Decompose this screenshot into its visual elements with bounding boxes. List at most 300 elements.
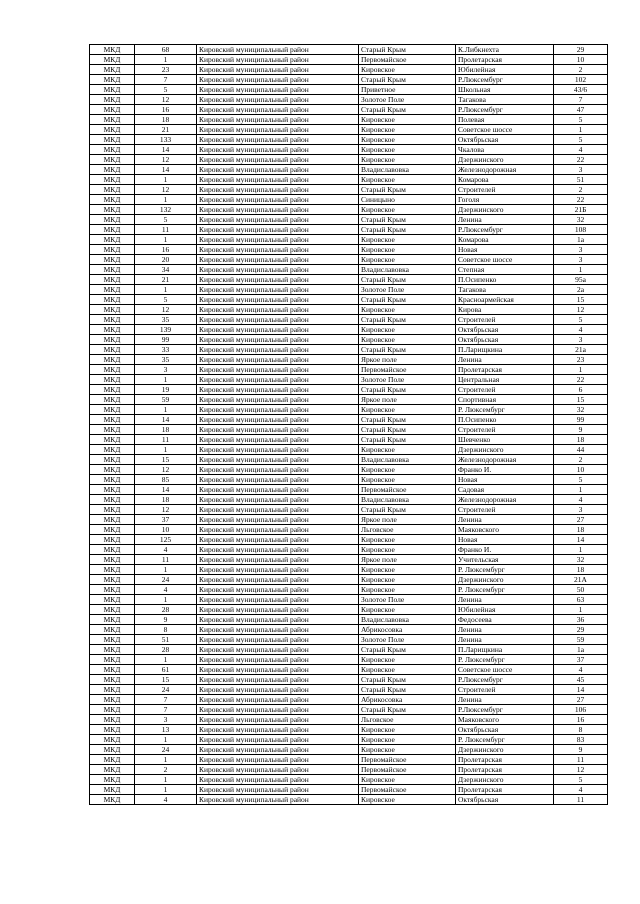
number-cell: 11 <box>135 225 197 235</box>
street-cell: Р. Люксембург <box>456 735 554 745</box>
house-cell: 1 <box>554 545 608 555</box>
district-cell: Кировский муниципальный район <box>197 505 359 515</box>
house-cell: 22 <box>554 195 608 205</box>
table-row <box>90 435 608 445</box>
address-table-body <box>90 45 608 805</box>
number-cell: 12 <box>135 305 197 315</box>
settlement-cell: Первомайское <box>359 785 456 795</box>
number-cell: 4 <box>135 585 197 595</box>
house-cell: 15 <box>554 295 608 305</box>
house-cell: 1 <box>554 605 608 615</box>
number-cell: 14 <box>135 485 197 495</box>
type-cell: МКД <box>90 175 135 185</box>
district-cell: Кировский муниципальный район <box>197 285 359 295</box>
type-cell: МКД <box>90 215 135 225</box>
type-cell: МКД <box>90 615 135 625</box>
type-cell: МКД <box>90 435 135 445</box>
table-row <box>90 615 608 625</box>
district-cell: Кировский муниципальный район <box>197 155 359 165</box>
settlement-cell: Льговское <box>359 715 456 725</box>
settlement-cell: Яркое поле <box>359 555 456 565</box>
settlement-cell: Льговское <box>359 525 456 535</box>
settlement-cell: Старый Крым <box>359 425 456 435</box>
number-cell: 7 <box>135 75 197 85</box>
street-cell: Ленина <box>456 635 554 645</box>
district-cell: Кировский муниципальный район <box>197 555 359 565</box>
number-cell: 3 <box>135 715 197 725</box>
house-cell: 5 <box>554 115 608 125</box>
number-cell: 16 <box>135 105 197 115</box>
district-cell: Кировский муниципальный район <box>197 95 359 105</box>
settlement-cell: Яркое поле <box>359 395 456 405</box>
table-row <box>90 585 608 595</box>
street-cell: Новая <box>456 535 554 545</box>
street-cell: Строителей <box>456 505 554 515</box>
house-cell: 21Б <box>554 205 608 215</box>
type-cell: МКД <box>90 365 135 375</box>
district-cell: Кировский муниципальный район <box>197 765 359 775</box>
house-cell: 102 <box>554 75 608 85</box>
table-row <box>90 165 608 175</box>
table-row <box>90 745 608 755</box>
number-cell: 12 <box>135 155 197 165</box>
type-cell: МКД <box>90 495 135 505</box>
number-cell: 24 <box>135 575 197 585</box>
district-cell: Кировский муниципальный район <box>197 495 359 505</box>
settlement-cell: Старый Крым <box>359 295 456 305</box>
street-cell: Октябрьская <box>456 135 554 145</box>
table-row <box>90 565 608 575</box>
settlement-cell: Кировское <box>359 235 456 245</box>
table-row <box>90 425 608 435</box>
house-cell: 21а <box>554 345 608 355</box>
street-cell: Новая <box>456 475 554 485</box>
house-cell: 14 <box>554 685 608 695</box>
type-cell: МКД <box>90 455 135 465</box>
type-cell: МКД <box>90 335 135 345</box>
district-cell: Кировский муниципальный район <box>197 405 359 415</box>
settlement-cell: Кировское <box>359 115 456 125</box>
number-cell: 5 <box>135 85 197 95</box>
house-cell: 2 <box>554 185 608 195</box>
street-cell: Октябрьская <box>456 325 554 335</box>
district-cell: Кировский муниципальный район <box>197 665 359 675</box>
district-cell: Кировский муниципальный район <box>197 205 359 215</box>
settlement-cell: Старый Крым <box>359 645 456 655</box>
settlement-cell: Старый Крым <box>359 105 456 115</box>
type-cell: МКД <box>90 795 135 805</box>
settlement-cell: Кировское <box>359 135 456 145</box>
house-cell: 8 <box>554 725 608 735</box>
number-cell: 13 <box>135 725 197 735</box>
type-cell: МКД <box>90 145 135 155</box>
district-cell: Кировский муниципальный район <box>197 755 359 765</box>
settlement-cell: Золотое Поле <box>359 595 456 605</box>
settlement-cell: Кировское <box>359 575 456 585</box>
type-cell: МКД <box>90 285 135 295</box>
type-cell: МКД <box>90 655 135 665</box>
house-cell: 37 <box>554 655 608 665</box>
number-cell: 16 <box>135 245 197 255</box>
house-cell: 1а <box>554 645 608 655</box>
street-cell: Р.Люксембург <box>456 75 554 85</box>
settlement-cell: Приветное <box>359 85 456 95</box>
type-cell: МКД <box>90 465 135 475</box>
house-cell: 3 <box>554 255 608 265</box>
settlement-cell: Первомайское <box>359 55 456 65</box>
table-row <box>90 195 608 205</box>
number-cell: 132 <box>135 205 197 215</box>
number-cell: 37 <box>135 515 197 525</box>
type-cell: МКД <box>90 155 135 165</box>
type-cell: МКД <box>90 715 135 725</box>
settlement-cell: Кировское <box>359 605 456 615</box>
district-cell: Кировский муниципальный район <box>197 655 359 665</box>
settlement-cell: Старый Крым <box>359 675 456 685</box>
number-cell: 35 <box>135 315 197 325</box>
number-cell: 1 <box>135 735 197 745</box>
table-row <box>90 605 608 615</box>
table-row <box>90 485 608 495</box>
number-cell: 3 <box>135 365 197 375</box>
table-row <box>90 295 608 305</box>
district-cell: Кировский муниципальный район <box>197 175 359 185</box>
street-cell: Строителей <box>456 315 554 325</box>
table-row <box>90 785 608 795</box>
house-cell: 47 <box>554 105 608 115</box>
number-cell: 18 <box>135 425 197 435</box>
street-cell: Ленина <box>456 695 554 705</box>
district-cell: Кировский муниципальный район <box>197 465 359 475</box>
street-cell: Р. Люксембург <box>456 585 554 595</box>
type-cell: МКД <box>90 85 135 95</box>
street-cell: Тагакова <box>456 285 554 295</box>
settlement-cell: Кировское <box>359 145 456 155</box>
table-row <box>90 155 608 165</box>
street-cell: Октябрьская <box>456 725 554 735</box>
street-cell: Пролетарская <box>456 365 554 375</box>
district-cell: Кировский муниципальный район <box>197 55 359 65</box>
house-cell: 10 <box>554 55 608 65</box>
table-row <box>90 355 608 365</box>
table-row <box>90 465 608 475</box>
number-cell: 125 <box>135 535 197 545</box>
settlement-cell: Старый Крым <box>359 435 456 445</box>
house-cell: 9 <box>554 745 608 755</box>
street-cell: Ленина <box>456 595 554 605</box>
street-cell: Р. Люксембург <box>456 655 554 665</box>
number-cell: 9 <box>135 615 197 625</box>
house-cell: 14 <box>554 535 608 545</box>
street-cell: Дзержинского <box>456 205 554 215</box>
number-cell: 133 <box>135 135 197 145</box>
house-cell: 5 <box>554 315 608 325</box>
house-cell: 22 <box>554 375 608 385</box>
house-cell: 1 <box>554 265 608 275</box>
house-cell: 18 <box>554 435 608 445</box>
number-cell: 4 <box>135 545 197 555</box>
number-cell: 19 <box>135 385 197 395</box>
type-cell: МКД <box>90 345 135 355</box>
table-row <box>90 265 608 275</box>
street-cell: Гоголя <box>456 195 554 205</box>
number-cell: 11 <box>135 555 197 565</box>
street-cell: Дзержинского <box>456 445 554 455</box>
house-cell: 3 <box>554 335 608 345</box>
district-cell: Кировский муниципальный район <box>197 715 359 725</box>
district-cell: Кировский муниципальный район <box>197 235 359 245</box>
settlement-cell: Золотое Поле <box>359 635 456 645</box>
district-cell: Кировский муниципальный район <box>197 215 359 225</box>
street-cell: Пролетарская <box>456 755 554 765</box>
street-cell: Пролетарская <box>456 765 554 775</box>
number-cell: 5 <box>135 295 197 305</box>
type-cell: МКД <box>90 605 135 615</box>
number-cell: 1 <box>135 775 197 785</box>
type-cell: МКД <box>90 675 135 685</box>
type-cell: МКД <box>90 265 135 275</box>
number-cell: 99 <box>135 335 197 345</box>
house-cell: 12 <box>554 305 608 315</box>
street-cell: П.Осипенко <box>456 275 554 285</box>
house-cell: 1 <box>554 485 608 495</box>
settlement-cell: Кировское <box>359 475 456 485</box>
street-cell: П.Ларищкина <box>456 645 554 655</box>
table-row <box>90 495 608 505</box>
street-cell: Р. Люксембург <box>456 565 554 575</box>
street-cell: Строителей <box>456 425 554 435</box>
house-cell: 21А <box>554 575 608 585</box>
street-cell: Ленина <box>456 515 554 525</box>
type-cell: МКД <box>90 635 135 645</box>
settlement-cell: Кировское <box>359 795 456 805</box>
street-cell: Советское шоссе <box>456 125 554 135</box>
street-cell: П.Осипенко <box>456 415 554 425</box>
number-cell: 33 <box>135 345 197 355</box>
table-row <box>90 125 608 135</box>
number-cell: 5 <box>135 215 197 225</box>
district-cell: Кировский муниципальный район <box>197 445 359 455</box>
house-cell: 1а <box>554 235 608 245</box>
table-row <box>90 645 608 655</box>
district-cell: Кировский муниципальный район <box>197 265 359 275</box>
street-cell: Тагакова <box>456 95 554 105</box>
settlement-cell: Золотое Поле <box>359 285 456 295</box>
table-row <box>90 75 608 85</box>
house-cell: 1 <box>554 125 608 135</box>
district-cell: Кировский муниципальный район <box>197 455 359 465</box>
number-cell: 24 <box>135 685 197 695</box>
table-row <box>90 45 608 55</box>
table-row <box>90 655 608 665</box>
table-row <box>90 405 608 415</box>
type-cell: МКД <box>90 135 135 145</box>
table-row <box>90 385 608 395</box>
district-cell: Кировский муниципальный район <box>197 275 359 285</box>
type-cell: МКД <box>90 545 135 555</box>
settlement-cell: Кировское <box>359 585 456 595</box>
street-cell: Новая <box>456 245 554 255</box>
type-cell: МКД <box>90 705 135 715</box>
district-cell: Кировский муниципальный район <box>197 645 359 655</box>
street-cell: Р.Люксембург <box>456 225 554 235</box>
settlement-cell: Старый Крым <box>359 315 456 325</box>
district-cell: Кировский муниципальный район <box>197 535 359 545</box>
table-row <box>90 795 608 805</box>
house-cell: 12 <box>554 765 608 775</box>
district-cell: Кировский муниципальный район <box>197 225 359 235</box>
district-cell: Кировский муниципальный район <box>197 595 359 605</box>
type-cell: МКД <box>90 565 135 575</box>
street-cell: Железнодорожная <box>456 455 554 465</box>
house-cell: 51 <box>554 175 608 185</box>
house-cell: 7 <box>554 95 608 105</box>
settlement-cell: Владиславовка <box>359 455 456 465</box>
district-cell: Кировский муниципальный район <box>197 65 359 75</box>
street-cell: Школьная <box>456 85 554 95</box>
house-cell: 4 <box>554 495 608 505</box>
district-cell: Кировский муниципальный район <box>197 745 359 755</box>
number-cell: 1 <box>135 55 197 65</box>
street-cell: Учительская <box>456 555 554 565</box>
settlement-cell: Владиславовка <box>359 615 456 625</box>
number-cell: 35 <box>135 355 197 365</box>
settlement-cell: Старый Крым <box>359 685 456 695</box>
table-row <box>90 415 608 425</box>
street-cell: Дзержинского <box>456 775 554 785</box>
number-cell: 1 <box>135 445 197 455</box>
house-cell: 44 <box>554 445 608 455</box>
type-cell: МКД <box>90 585 135 595</box>
table-row <box>90 175 608 185</box>
table-row <box>90 95 608 105</box>
number-cell: 139 <box>135 325 197 335</box>
district-cell: Кировский муниципальный район <box>197 365 359 375</box>
district-cell: Кировский муниципальный район <box>197 565 359 575</box>
district-cell: Кировский муниципальный район <box>197 115 359 125</box>
table-row <box>90 735 608 745</box>
type-cell: МКД <box>90 665 135 675</box>
table-row <box>90 315 608 325</box>
district-cell: Кировский муниципальный район <box>197 125 359 135</box>
house-cell: 4 <box>554 325 608 335</box>
street-cell: Строителей <box>456 385 554 395</box>
district-cell: Кировский муниципальный район <box>197 515 359 525</box>
table-row <box>90 685 608 695</box>
number-cell: 1 <box>135 595 197 605</box>
type-cell: МКД <box>90 105 135 115</box>
district-cell: Кировский муниципальный район <box>197 385 359 395</box>
house-cell: 29 <box>554 625 608 635</box>
type-cell: МКД <box>90 445 135 455</box>
house-cell: 99 <box>554 415 608 425</box>
house-cell: 3 <box>554 245 608 255</box>
table-row <box>90 55 608 65</box>
district-cell: Кировский муниципальный район <box>197 725 359 735</box>
street-cell: Октябрьская <box>456 335 554 345</box>
house-cell: 4 <box>554 785 608 795</box>
house-cell: 3 <box>554 505 608 515</box>
table-row <box>90 705 608 715</box>
table-row <box>90 245 608 255</box>
house-cell: 5 <box>554 475 608 485</box>
street-cell: Пролетарская <box>456 55 554 65</box>
settlement-cell: Абрикосовка <box>359 625 456 635</box>
district-cell: Кировский муниципальный район <box>197 475 359 485</box>
street-cell: П.Ларищкина <box>456 345 554 355</box>
street-cell: Дзержинского <box>456 575 554 585</box>
house-cell: 95а <box>554 275 608 285</box>
number-cell: 68 <box>135 45 197 55</box>
number-cell: 28 <box>135 605 197 615</box>
number-cell: 1 <box>135 375 197 385</box>
house-cell: 32 <box>554 405 608 415</box>
settlement-cell: Старый Крым <box>359 45 456 55</box>
table-row <box>90 715 608 725</box>
table-row <box>90 65 608 75</box>
number-cell: 23 <box>135 65 197 75</box>
street-cell: Красноармейская <box>456 295 554 305</box>
number-cell: 12 <box>135 95 197 105</box>
number-cell: 10 <box>135 525 197 535</box>
number-cell: 12 <box>135 185 197 195</box>
type-cell: МКД <box>90 305 135 315</box>
district-cell: Кировский муниципальный район <box>197 145 359 155</box>
table-row <box>90 445 608 455</box>
type-cell: МКД <box>90 515 135 525</box>
house-cell: 10 <box>554 465 608 475</box>
district-cell: Кировский муниципальный район <box>197 705 359 715</box>
table-row <box>90 235 608 245</box>
settlement-cell: Первомайское <box>359 765 456 775</box>
district-cell: Кировский муниципальный район <box>197 295 359 305</box>
house-cell: 15 <box>554 395 608 405</box>
number-cell: 7 <box>135 705 197 715</box>
table-row <box>90 185 608 195</box>
district-cell: Кировский муниципальный район <box>197 105 359 115</box>
type-cell: МКД <box>90 405 135 415</box>
table-row <box>90 475 608 485</box>
district-cell: Кировский муниципальный район <box>197 245 359 255</box>
settlement-cell: Кировское <box>359 205 456 215</box>
street-cell: Р.Люксембург <box>456 675 554 685</box>
table-row <box>90 665 608 675</box>
street-cell: Дзержинского <box>456 745 554 755</box>
district-cell: Кировский муниципальный район <box>197 375 359 385</box>
house-cell: 6 <box>554 385 608 395</box>
house-cell: 3 <box>554 165 608 175</box>
number-cell: 24 <box>135 745 197 755</box>
street-cell: К.Либкнехта <box>456 45 554 55</box>
street-cell: Р.Люксембург <box>456 705 554 715</box>
district-cell: Кировский муниципальный район <box>197 635 359 645</box>
number-cell: 1 <box>135 175 197 185</box>
type-cell: МКД <box>90 295 135 305</box>
street-cell: Комарова <box>456 235 554 245</box>
street-cell: Комарова <box>456 175 554 185</box>
table-row <box>90 575 608 585</box>
settlement-cell: Кировское <box>359 775 456 785</box>
settlement-cell: Старый Крым <box>359 705 456 715</box>
street-cell: Степная <box>456 265 554 275</box>
table-row <box>90 145 608 155</box>
table-row <box>90 365 608 375</box>
table-row <box>90 395 608 405</box>
type-cell: МКД <box>90 755 135 765</box>
table-row <box>90 555 608 565</box>
settlement-cell: Старый Крым <box>359 385 456 395</box>
settlement-cell: Кировское <box>359 175 456 185</box>
